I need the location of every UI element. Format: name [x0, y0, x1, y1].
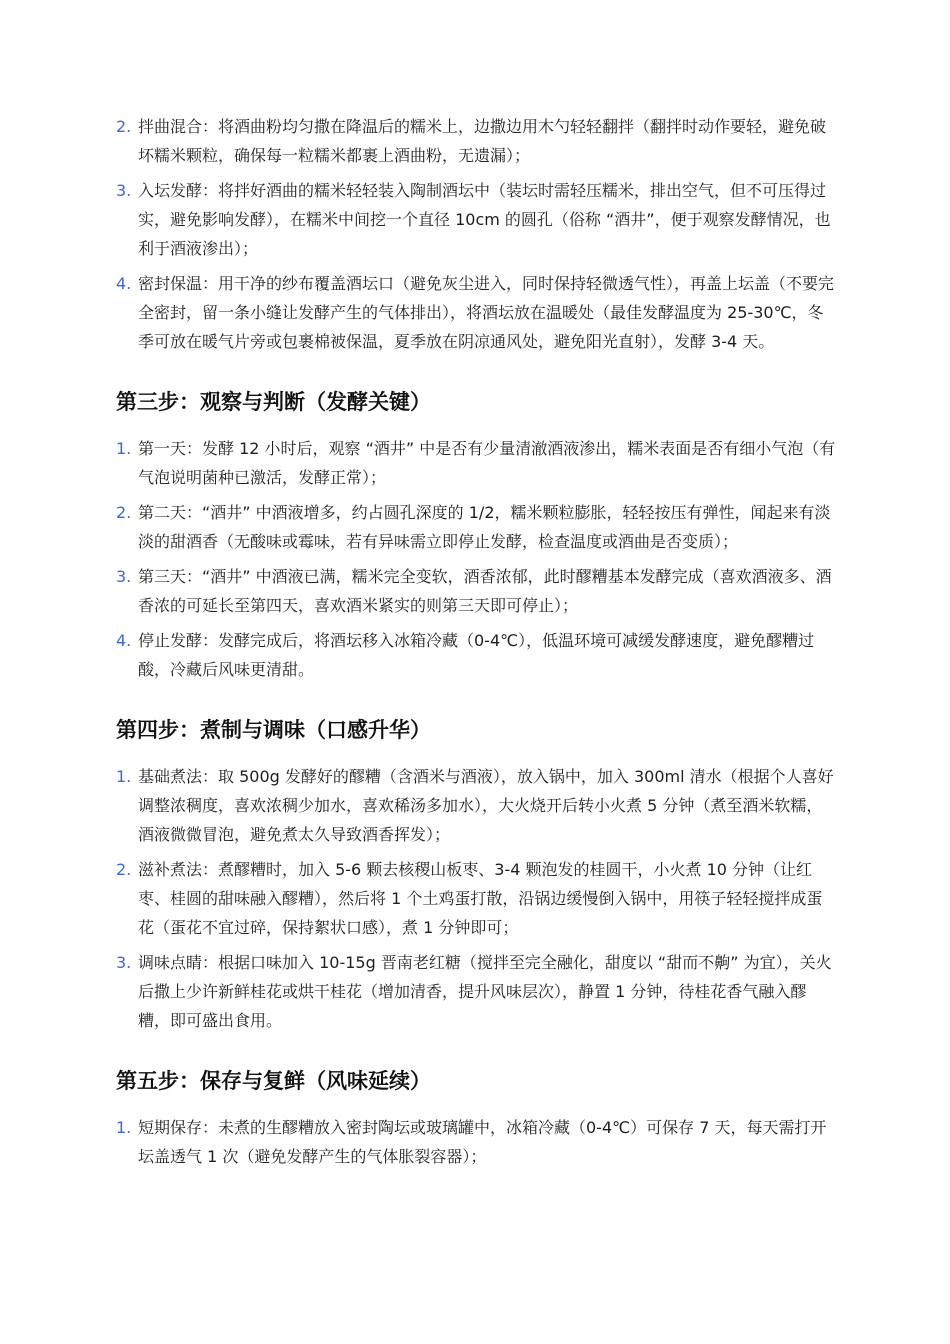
item-number: 3.: [116, 181, 132, 200]
section3-list: [116, 434, 838, 684]
item-text: 停止发酵：发酵完成后，将酒坛移入冰箱冷藏（0-4℃），低温环境可减缓发酵速度，避免醪糟过酸，冷藏后风味更清甜。: [138, 631, 815, 679]
item-text: 基础煮法：取 500g 发酵好的醪糟（含酒米与酒液），放入锅中，加入 300ml 清水（根据个人喜好调整浓稠度，喜欢浓稠少加水，喜欢稀汤多加水），大火烧开后转小火煮 5 分钟（煮至酒米软糯，酒液微微冒泡，避免煮太久导致酒香挥发）；: [138, 767, 834, 844]
list-item: [116, 1113, 838, 1171]
list-item: [116, 176, 838, 263]
item-number: 4.: [116, 631, 132, 650]
list-item: [116, 626, 838, 684]
item-number: 1.: [116, 439, 132, 458]
item-number: 2.: [116, 503, 132, 522]
item-number: 3.: [116, 567, 132, 586]
item-number: 1.: [116, 767, 132, 786]
item-number: 2.: [116, 117, 132, 136]
item-text: 拌曲混合：将酒曲粉均匀撒在降温后的糯米上，边撒边用木勺轻轻翻拌（翻拌时动作要轻，避免破坏糯米颗粒，确保每一粒糯米都裹上酒曲粉，无遗漏）；: [138, 117, 827, 165]
list-item: [116, 562, 838, 620]
item-number: 3.: [116, 953, 132, 972]
item-text: 滋补煮法：煮醪糟时，加入 5-6 颗去核稷山板枣、3-4 颗泡发的桂圆干，小火煮 10 分钟（让红枣、桂圆的甜味融入醪糟），然后将 1 个土鸡蛋打散，沿锅边缓慢倒入锅中，用筷子轻轻搅拌成蛋花（蛋花不宜过碎，保持絮状口感），煮 1 分钟即可；: [138, 860, 823, 937]
section4-list: [116, 762, 838, 1035]
section-heading: 第三步：观察与判断（发酵关键）: [116, 390, 431, 414]
item-text: 第二天：“酒井” 中酒液增多，约占圆孔深度的 1/2，糯米颗粒膨胀，轻轻按压有弹性，闻起来有淡淡的甜酒香（无酸味或霉味，若有异味需立即停止发酵，检查温度或酒曲是否变质）；: [138, 503, 831, 551]
list-item: [116, 762, 838, 849]
intro-list: [116, 112, 838, 356]
item-text: 短期保存：未煮的生醪糟放入密封陶坛或玻璃罐中，冰箱冷藏（0-4℃）可保存 7 天，每天需打开坛盖透气 1 次（避免发酵产生的气体胀裂容器）；: [138, 1118, 827, 1166]
item-number: 2.: [116, 860, 132, 879]
list-item: [116, 269, 838, 356]
section-heading: 第四步：煮制与调味（口感升华）: [116, 718, 431, 742]
item-text: 第三天：“酒井” 中酒液已满，糯米完全变软，酒香浓郁，此时醪糟基本发酵完成（喜欢酒液多、酒香浓的可延长至第四天，喜欢酒米紧实的则第三天即可停止）；: [138, 567, 832, 615]
item-text: 密封保温：用干净的纱布覆盖酒坛口（避免灰尘进入，同时保持轻微透气性），再盖上坛盖（不要完全密封，留一条小缝让发酵产生的气体排出），将酒坛放在温暖处（最佳发酵温度为 25-30℃，冬季可放在暖气片旁或包裹棉被保温，夏季放在阴凉通风处，避免阳光直射），发酵 3-4 天。: [138, 274, 835, 351]
item-number: 1.: [116, 1118, 132, 1137]
list-item: [116, 434, 838, 492]
list-item: [116, 498, 838, 556]
list-item: [116, 112, 838, 170]
item-number: 4.: [116, 274, 132, 293]
item-text: 第一天：发酵 12 小时后，观察 “酒井” 中是否有少量清澈酒液渗出，糯米表面是否有细小气泡（有气泡说明菌种已激活，发酵正常）；: [138, 439, 836, 487]
item-text: 调味点睛：根据口味加入 10-15g 晋南老红糖（搅拌至完全融化，甜度以 “甜而不齁” 为宜），关火后撒上少许新鲜桂花或烘干桂花（增加清香，提升风味层次），静置 1 分钟，待桂花香气融入醪糟，即可盛出食用。: [138, 953, 832, 1030]
section5-list: [116, 1113, 838, 1171]
list-item: [116, 948, 838, 1035]
item-text: 入坛发酵：将拌好酒曲的糯米轻轻装入陶制酒坛中（装坛时需轻压糯米，排出空气，但不可压得过实，避免影响发酵），在糯米中间挖一个直径 10cm 的圆孔（俗称 “酒井”，便于观察发酵情况，也利于酒液渗出）；: [138, 181, 831, 258]
list-item: [116, 855, 838, 942]
section-heading: 第五步：保存与复鲜（风味延续）: [116, 1069, 431, 1093]
